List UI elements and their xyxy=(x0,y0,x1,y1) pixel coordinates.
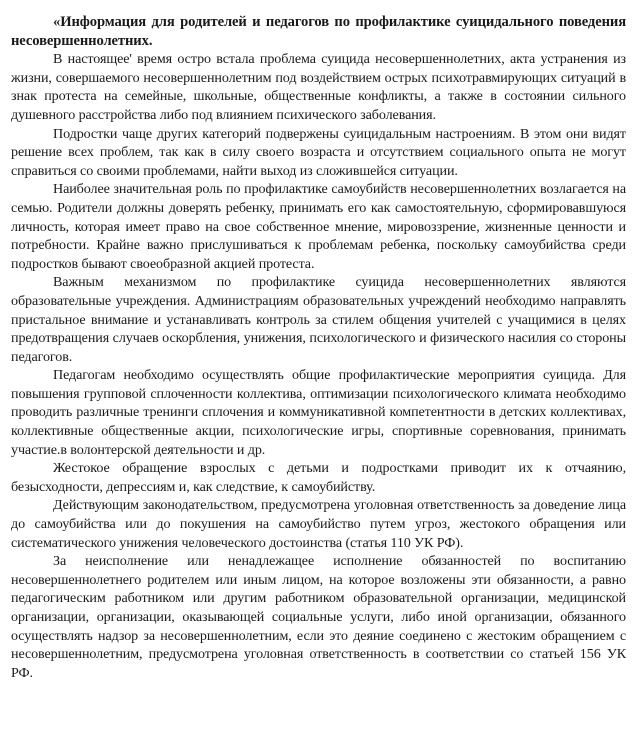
paragraph-cruel-treatment: Жестокое обращение взрослых с детьми и подростками приводит их к отчаянию, безысходности, депрессиям и, как следствие, к самоубийству. xyxy=(11,460,626,495)
paragraph-teacher-measures: Педагогам необходимо осуществлять общие профилактические мероприятия суицида. Для повышения групповой сплоченности коллектива, оптимизации психологического климата необходимо проводить различные тренинги сплочения и коммуникативной компетентности в детских коллективах, коллективные общественные акции, психологические игры, спортивные соревнования, принимать участие.в волонтерской деятельности и др. xyxy=(11,367,626,458)
paragraph-family-role: Наиболее значительная роль по профилактике самоубийств несовершеннолетних возлагается на семью. Родители должны доверять ребенку, принимать его как самостоятельную, сформировавшуюся личность, которая имеет право на свое собственное мнение, мировоззрение, жизненные ценности и потребности. Крайне важно прислушиваться к проблемам ребенка, поскольку самоубийства среди подростков бывают своеобразной акцией протеста. xyxy=(11,181,626,272)
document-body xyxy=(11,13,626,682)
paragraph-teenagers: Подростки чаще других категорий подвержены суицидальным настроениям. В этом они видят решение всех проблем, так как в силу своего возраста и отсутствием социального опыта не могут справиться со своими проблемами, найти выход из сложившейся ситуации. xyxy=(11,125,626,179)
paragraph-suicide-problem: В настоящее' время остро встала проблема суицида несовершеннолетних, акта устранения из жизни, совершаемого несовершеннолетним под воздействием острых психотравмирующих ситуаций в знак протеста на семейные, школьные, общественные конфликты, а также в состоянии сильного душевного расстройства либо под влиянием психического заболевания. xyxy=(11,51,626,123)
paragraph-criminal-liability-110: Действующим законодательством, предусмотрена уголовная ответственность за доведение лица до самоубийства или до покушения на самоубийство путем угроз, жестокого обращения или систематического унижения человеческого достоинства (статья 110 УК РФ). xyxy=(11,497,626,551)
paragraph-criminal-liability-156: За неисполнение или ненадлежащее исполнение обязанностей по воспитанию несовершеннолетнего родителем или иным лицом, на которое возложены эти обязанности, а равно педагогическим работником или другим работником образовательной организации, медицинской организации, организации, оказывающей социальные услуги, либо иной организации, обязанного осуществлять надзор за несовершеннолетним, если это деяние соединено с жестоким обращением с несовершеннолетним, предусмотрена уголовная ответственность в соответствии со статьей 156 УК РФ. xyxy=(11,553,626,681)
document-title: «Информация для родителей и педагогов по профилактике суицидального поведения несовершеннолетних. xyxy=(11,14,626,49)
paragraph-educational-institutions: Важным механизмом по профилактике суицида несовершеннолетних являются образовательные учреждения. Администрациям образовательных учреждений необходимо направлять пристальное внимание и устанавливать контроль за стилем общения учителей с учащимися в целях предотвращения случаев оскорбления, унижения, психологического и физического насилия со стороны педагогов. xyxy=(11,274,626,365)
